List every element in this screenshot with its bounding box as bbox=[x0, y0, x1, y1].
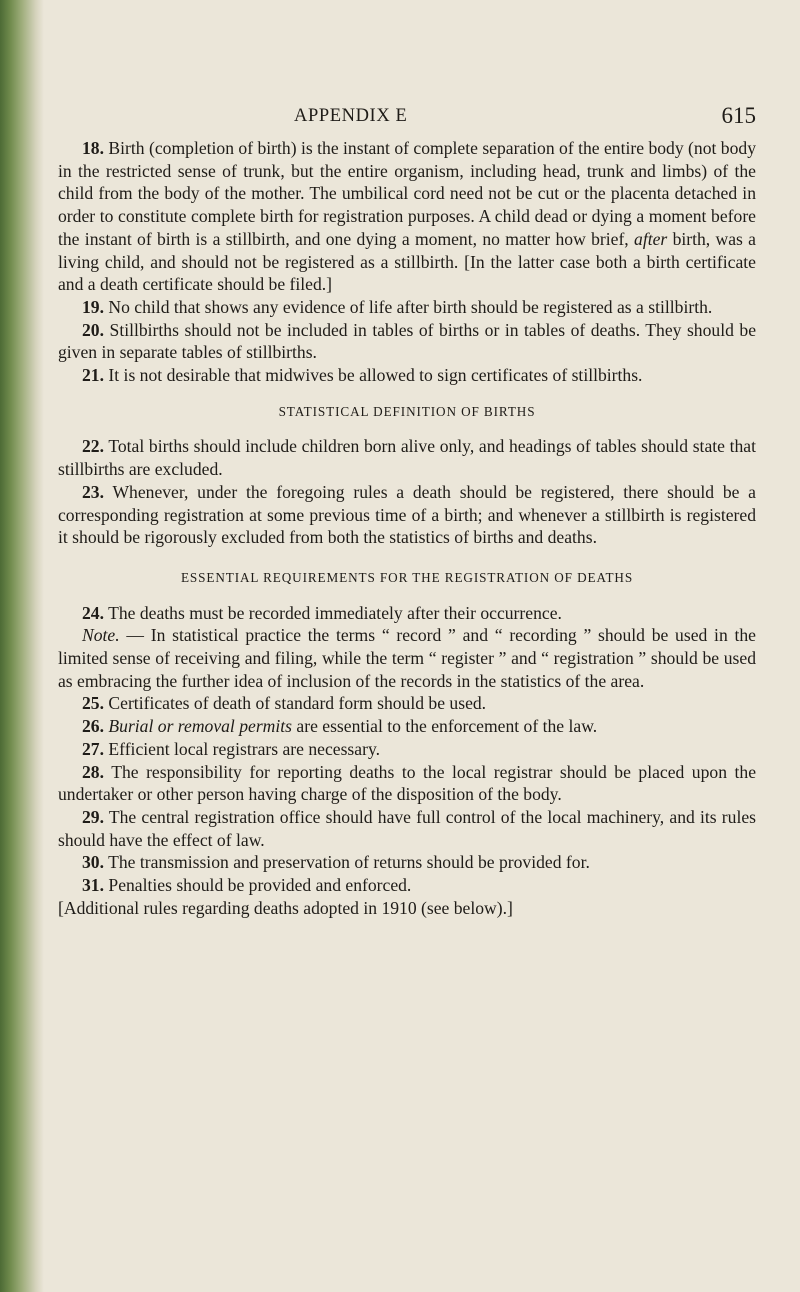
paragraph-number: 22. bbox=[82, 436, 104, 457]
paragraph-20: 20. Stillbirths should not be included in tables of births or in tables of deaths. They should be given in separate tables of stillbirths. bbox=[58, 319, 757, 363]
paragraph-19: 19. No child that shows any evidence of life after birth should be registered as a stillbirth. bbox=[82, 296, 713, 317]
emphasis-after: after bbox=[634, 228, 668, 249]
book-page bbox=[58, 103, 756, 920]
paragraph-number: 26. bbox=[82, 716, 104, 737]
paragraph-22: 22. Total births should include children born alive only, and headings of tables should state that stillbirths are excluded. bbox=[58, 436, 756, 480]
paragraph-number: 25. bbox=[82, 693, 104, 714]
paragraph-21: 21. It is not desirable that midwives be allowed to sign certificates of stillbirths. bbox=[82, 365, 643, 386]
paragraph-number: 24. bbox=[82, 602, 104, 623]
body-text bbox=[58, 137, 756, 920]
section-heading-births: STATISTICAL DEFINITION OF BIRTHS bbox=[278, 403, 536, 419]
paragraph-number: 27. bbox=[82, 738, 104, 759]
paragraph-number: 28. bbox=[82, 761, 104, 782]
paragraph-25: 25. Certificates of death of standard form should be used. bbox=[82, 693, 487, 714]
paragraph-number: 31. bbox=[82, 875, 104, 896]
note-label: Note. bbox=[82, 625, 120, 646]
paragraph-number: 30. bbox=[82, 852, 104, 873]
paragraph-number: 19. bbox=[82, 296, 104, 317]
paragraph-number: 29. bbox=[82, 806, 104, 827]
paragraph-23: 23. Whenever, under the foregoing rules a death should be registered, there should be a corresponding registration at some previous time of a birth; and whenever a stillbirth is registered it should be rigorously excluded from both the statistics of births and deaths. bbox=[58, 481, 756, 548]
section-heading-deaths: ESSENTIAL REQUIREMENTS FOR THE REGISTRATION OF DEATHS bbox=[180, 569, 634, 585]
page-header bbox=[58, 103, 756, 137]
running-head: APPENDIX E bbox=[294, 106, 408, 126]
emphasis-burial-permits: Burial or removal permits bbox=[108, 716, 292, 737]
book-binding-edge bbox=[0, 0, 44, 1292]
paragraph-18: 18. Birth (completion of birth) is the instant of complete separation of the entire body (not body in the restricted sense of trunk, but the entire organism, including head, trunk and limbs) of the child from the body of the mother. The umbilical cord need not be cut or the placenta detached in order to constitute complete birth for registration purposes. A child dead or dying a moment before the instant of birth is a stillbirth, and one dying a moment, no matter how brief, after birth, was a living child, and should not be registered as a stillbirth. [In the latter case both a birth certificate and a death certificate should be filed.] bbox=[58, 138, 756, 295]
paragraph-31: 31. Penalties should be provided and enforced. bbox=[82, 875, 412, 896]
paragraph-24: 24. The deaths must be recorded immediately after their occurrence. bbox=[82, 602, 562, 623]
page-number: 615 bbox=[721, 103, 756, 128]
paragraph-29: 29. The central registration office should have full control of the local machinery, and its rules should have the effect of law. bbox=[58, 806, 756, 850]
paragraph-26: 26. Burial or removal permits are essential to the enforcement of the law. bbox=[82, 716, 598, 737]
paragraph-number: 20. bbox=[82, 319, 104, 340]
paragraph-number: 21. bbox=[82, 365, 104, 386]
paragraph-30: 30. The transmission and preservation of returns should be provided for. bbox=[82, 852, 590, 873]
paragraph-28: 28. The responsibility for reporting deaths to the local registrar should be placed upon the undertaker or other person having charge of the disposition of the body. bbox=[58, 761, 756, 805]
closing-note: [Additional rules regarding deaths adopted in 1910 (see below).] bbox=[58, 897, 513, 918]
paragraph-number: 23. bbox=[82, 481, 104, 502]
paragraph-27: 27. Efficient local registrars are necessary. bbox=[82, 738, 380, 759]
note-paragraph: Note. — In statistical practice the terms “ record ” and “ recording ” should be used in the limited sense of receiving and filing, while the term “ register ” and “ registration ” should be used as embracing the further idea of inclusion of the records in the statistics of the area. bbox=[58, 625, 756, 691]
paragraph-number: 18. bbox=[82, 138, 104, 158]
